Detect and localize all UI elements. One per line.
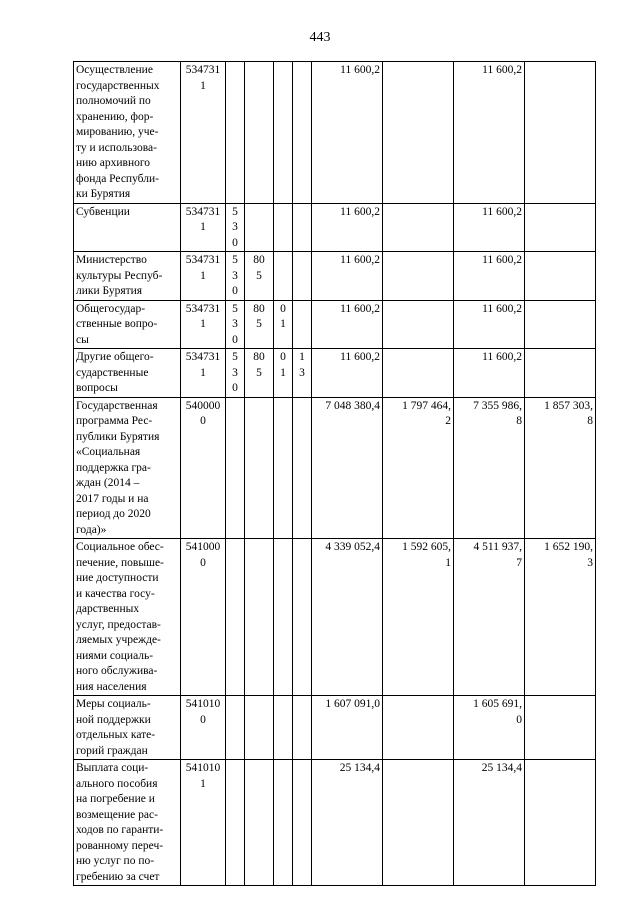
- ministry-code-cell: [245, 203, 274, 252]
- section-cell: 0 1: [274, 300, 293, 349]
- amount-cell-1: 1 607 091,0: [312, 696, 383, 760]
- page-number: 443: [309, 30, 331, 45]
- section-cell: [274, 397, 293, 539]
- amount-cell-4: 1 857 303, 8: [525, 397, 596, 539]
- subsection-cell: [293, 696, 312, 760]
- amount-cell-3: 11 600,2: [454, 349, 525, 398]
- row-name-cell: Меры социаль- ной поддержки отдельных кате- горий граждан: [74, 696, 181, 760]
- budget-table: [73, 61, 596, 886]
- amount-cell-3: 1 605 691, 0: [454, 696, 525, 760]
- target-article-cell: 534731 1: [181, 62, 226, 204]
- section-cell: 0 1: [274, 349, 293, 398]
- section-cell: [274, 760, 293, 886]
- row-name-cell: Другие общего- сударственные вопросы: [74, 349, 181, 398]
- ministry-code-cell: 80 5: [245, 349, 274, 398]
- target-article-cell: 534731 1: [181, 300, 226, 349]
- row-name-cell: Общегосудар- ственные вопро- сы: [74, 300, 181, 349]
- amount-cell-4: [525, 696, 596, 760]
- table-row: [74, 397, 596, 539]
- amount-cell-2: [383, 349, 454, 398]
- amount-cell-1: 7 048 380,4: [312, 397, 383, 539]
- table-row: [74, 300, 596, 349]
- amount-cell-1: 11 600,2: [312, 300, 383, 349]
- amount-cell-1: 11 600,2: [312, 62, 383, 204]
- amount-cell-2: [383, 252, 454, 301]
- table-row: [74, 203, 596, 252]
- amount-cell-4: [525, 252, 596, 301]
- subsection-cell: 1 3: [293, 349, 312, 398]
- table-row: [74, 62, 596, 204]
- section-cell: [274, 203, 293, 252]
- amount-cell-3: 4 511 937, 7: [454, 539, 525, 696]
- row-name-cell: Субвенции: [74, 203, 181, 252]
- section-cell: [274, 252, 293, 301]
- target-article-cell: 541010 0: [181, 696, 226, 760]
- subsection-cell: [293, 203, 312, 252]
- amount-cell-1: 25 134,4: [312, 760, 383, 886]
- table-row: [74, 252, 596, 301]
- table-row: [74, 696, 596, 760]
- amount-cell-2: [383, 62, 454, 204]
- subsection-cell: [293, 300, 312, 349]
- subsection-cell: [293, 397, 312, 539]
- amount-cell-1: 11 600,2: [312, 203, 383, 252]
- amount-cell-4: 1 652 190, 3: [525, 539, 596, 696]
- ministry-code-cell: [245, 760, 274, 886]
- amount-cell-4: [525, 203, 596, 252]
- amount-cell-2: 1 592 605, 1: [383, 539, 454, 696]
- amount-cell-4: [525, 300, 596, 349]
- target-article-cell: 541000 0: [181, 539, 226, 696]
- amount-cell-3: 11 600,2: [454, 203, 525, 252]
- section-cell: [274, 539, 293, 696]
- expense-type-cell: [226, 397, 245, 539]
- amount-cell-2: 1 797 464, 2: [383, 397, 454, 539]
- expense-type-cell: 5 3 0: [226, 349, 245, 398]
- ministry-code-cell: [245, 397, 274, 539]
- expense-type-cell: 5 3 0: [226, 300, 245, 349]
- target-article-cell: 540000 0: [181, 397, 226, 539]
- amount-cell-1: 4 339 052,4: [312, 539, 383, 696]
- section-cell: [274, 62, 293, 204]
- target-article-cell: 534731 1: [181, 203, 226, 252]
- expense-type-cell: 5 3 0: [226, 252, 245, 301]
- amount-cell-4: [525, 349, 596, 398]
- row-name-cell: Министерство культуры Респуб- лики Бурятия: [74, 252, 181, 301]
- target-article-cell: 534731 1: [181, 349, 226, 398]
- row-name-cell: Государственная программа Рес- публики Бурятия «Социальная поддержка гра- ждан (2014 – 2017 годы и на период до 2020 года)»: [74, 397, 181, 539]
- amount-cell-2: [383, 300, 454, 349]
- section-cell: [274, 696, 293, 760]
- row-name-cell: Осуществление государственных полномочий по хранению, фор- мированию, уче- ту и использова- нию архивного фонда Республи- ки Бурятия: [74, 62, 181, 204]
- amount-cell-4: [525, 62, 596, 204]
- ministry-code-cell: 80 5: [245, 300, 274, 349]
- amount-cell-2: [383, 696, 454, 760]
- expense-type-cell: [226, 760, 245, 886]
- amount-cell-3: 11 600,2: [454, 62, 525, 204]
- table-row: [74, 760, 596, 886]
- ministry-code-cell: [245, 62, 274, 204]
- expense-type-cell: [226, 539, 245, 696]
- table-body: [74, 62, 596, 886]
- amount-cell-3: 7 355 986, 8: [454, 397, 525, 539]
- amount-cell-2: [383, 760, 454, 886]
- expense-type-cell: [226, 62, 245, 204]
- table-row: [74, 349, 596, 398]
- amount-cell-1: 11 600,2: [312, 252, 383, 301]
- row-name-cell: Выплата соци- ального пособия на погребение и возмещение рас- ходов по гаранти- рованному переч- ню услуг по по- гребению за счет: [74, 760, 181, 886]
- table-row: [74, 539, 596, 696]
- amount-cell-3: 11 600,2: [454, 300, 525, 349]
- row-name-cell: Социальное обес- печение, повыше- ние доступности и качества госу- дарственных услуг, предостав- ляемых учрежде- ниями социаль- ного обслужива- ния населения: [74, 539, 181, 696]
- expense-type-cell: 5 3 0: [226, 203, 245, 252]
- amount-cell-1: 11 600,2: [312, 349, 383, 398]
- expense-type-cell: [226, 696, 245, 760]
- amount-cell-4: [525, 760, 596, 886]
- amount-cell-2: [383, 203, 454, 252]
- subsection-cell: [293, 760, 312, 886]
- amount-cell-3: 11 600,2: [454, 252, 525, 301]
- ministry-code-cell: [245, 539, 274, 696]
- target-article-cell: 534731 1: [181, 252, 226, 301]
- ministry-code-cell: [245, 696, 274, 760]
- subsection-cell: [293, 539, 312, 696]
- subsection-cell: [293, 62, 312, 204]
- ministry-code-cell: 80 5: [245, 252, 274, 301]
- amount-cell-3: 25 134,4: [454, 760, 525, 886]
- subsection-cell: [293, 252, 312, 301]
- target-article-cell: 541010 1: [181, 760, 226, 886]
